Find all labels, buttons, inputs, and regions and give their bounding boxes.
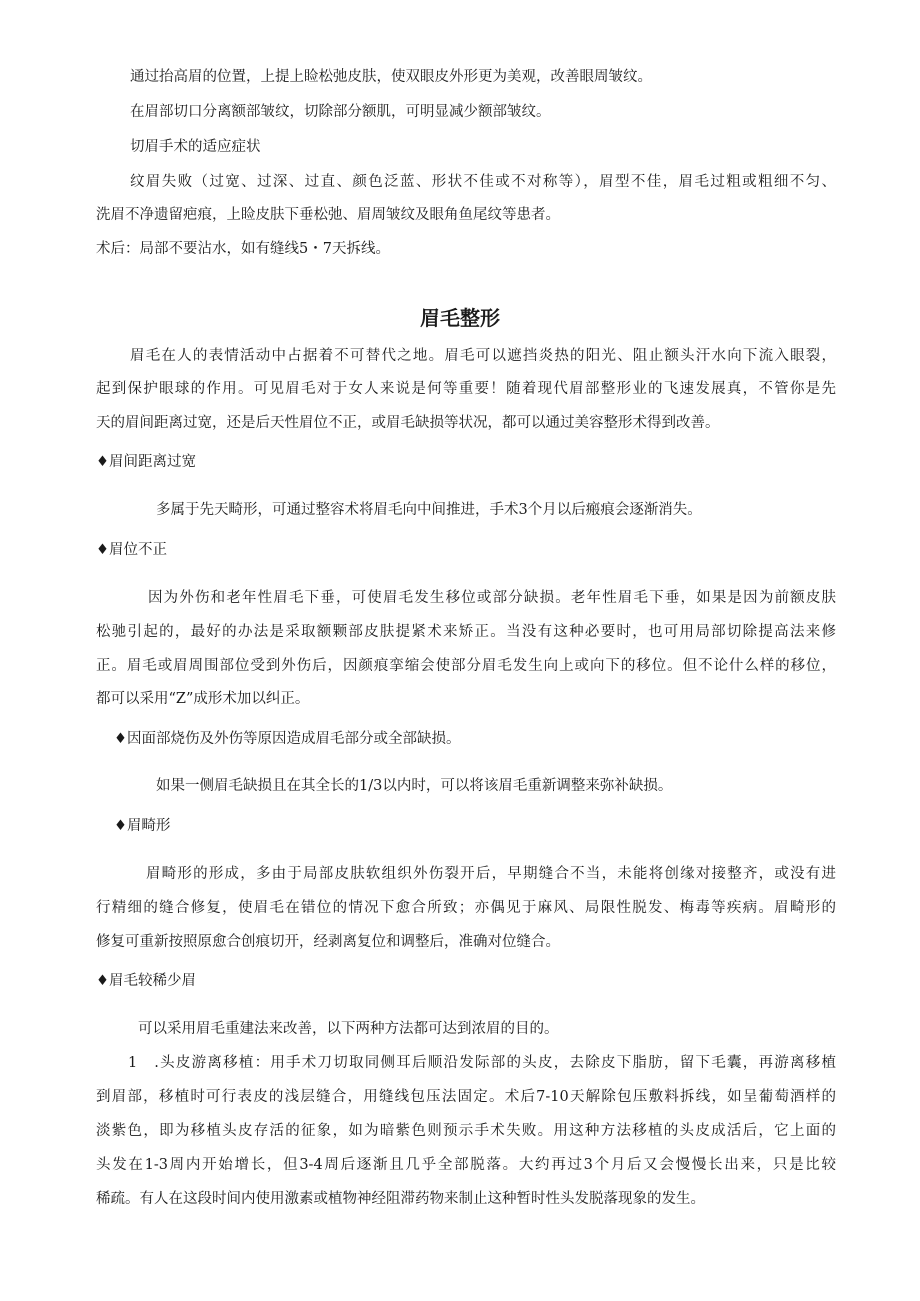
section-title: 眉毛整形: [420, 306, 500, 330]
item-text-sparse-brow-line: 淡紫色，即为移植头皮存活的征象，如为暗紫色则预示手术失败。用这种方法移植的头皮成活后，它上面的: [96, 1123, 836, 1139]
item-text-brow-loss: 如果一侧眉毛缺损且在其全长的1/3以内时，可以将该眉毛重新调整来弥补缺损。: [156, 778, 673, 794]
section-intro-line-3: 天的眉间距离过宽，还是后天性眉位不正，或眉毛缺损等状况，都可以通过美容整形术得到改善。: [96, 415, 720, 431]
section-intro-line-2: 起到保护眼球的作用。可见眉毛对于女人来说是何等重要！随着现代眉部整形业的飞速发展真，不管你是先: [96, 381, 836, 397]
item-heading-brow-deformity: ♦眉畸形: [114, 818, 171, 834]
item-text-sparse-brow-line: 头发在1-3周内开始增长，但3-4周后逐渐且几乎全部脱落。大约再过3个月后又会慢慢长出来，只是比较: [96, 1157, 836, 1173]
item-text-brow-deformity-line: 行精细的缝合修复，使眉毛在错位的情况下愈合所致；亦偶见于麻风、局限性脱发、梅毒等疾病。眉畸形的: [96, 900, 836, 916]
indications-line-1: 纹眉失败（过宽、过深、过直、颜色泛蓝、形状不佳或不对称等），眉型不佳，眉毛过粗或粗细不匀、: [130, 174, 836, 190]
item-text-sparse-brow-line: 可以采用眉毛重建法来改善，以下两种方法都可达到浓眉的目的。: [138, 1021, 559, 1037]
item-heading-brow-position: ♦眉位不正: [96, 542, 167, 558]
intro-line-1: 通过抬高眉的位置，上提上睑松弛皮肤，使双眼皮外形更为美观，改善眼周皱纹。: [130, 69, 652, 85]
item-text-brow-spacing: 多属于先天畸形，可通过整容术将眉毛向中间推进，手术3个月以后瘢痕会逐渐消失。: [156, 502, 702, 518]
item-heading-brow-spacing: ♦眉间距离过宽: [96, 454, 196, 470]
item-text-sparse-brow-line: 到眉部，移植时可行表皮的浅层缝合，用缝线包压法固定。术后7-10天解除包压敷料拆线，如呈葡萄酒样的: [96, 1089, 836, 1105]
item-text-brow-deformity-line: 眉畸形的形成，多由于局部皮肤软组织外伤裂开后，早期缝合不当，未能将创缘对接整齐，或没有进: [146, 866, 836, 882]
section-intro-line-1: 眉毛在人的表情活动中占据着不可替代之地。眉毛可以遮挡炎热的阳光、阻止额头汗水向下流入眼裂，: [130, 348, 836, 364]
item-text-brow-position-line: 松驰引起的，最好的办法是采取额颗部皮肤提紧术来矫正。当没有这种必要时，也可用局部切除提高法来修: [96, 624, 836, 640]
indications-heading: 切眉手术的适应症状: [130, 139, 261, 155]
item-heading-brow-loss: ♦因面部烧伤及外伤等原因造成眉毛部分或全部缺损。: [114, 731, 461, 747]
indications-line-2: 洗眉不净遗留疤痕，上睑皮肤下垂松弛、眉周皱纹及眼角鱼尾纹等患者。: [96, 207, 560, 223]
item-text-brow-position-line: 因为外伤和老年性眉毛下垂，可使眉毛发生移位或部分缺损。老年性眉毛下垂，如果是因为前额皮肤: [148, 590, 836, 606]
item-text-brow-position-line: 正。眉毛或眉周围部位受到外伤后，因颜痕挛缩会使部分眉毛发生向上或向下的移位。但不论什么样的移位，: [96, 658, 836, 674]
item-text-sparse-brow-line: 稀疏。有人在这段时间内使用激素或植物神经阻滞药物来制止这种暂时性头发脱落现象的发生。: [96, 1191, 705, 1207]
postop-note: 术后：局部不要沾水，如有缝线5・7天拆线。: [96, 241, 390, 257]
item-text-brow-deformity-line: 修复可重新按照原愈合创痕切开，经剥离复位和调整后，准确对位缝合。: [96, 934, 560, 950]
item-text-brow-position-line: 都可以采用“Z”成形术加以纠正。: [96, 691, 310, 707]
item-heading-sparse-brow: ♦眉毛较稀少眉: [96, 973, 196, 989]
intro-line-2: 在眉部切口分离额部皱纹，切除部分额肌，可明显减少额部皱纹。: [130, 104, 551, 120]
item-text-sparse-brow-line: 1 .头皮游离移植：用手术刀切取同侧耳后顺沿发际部的头皮，去除皮下脂肪，留下毛囊，再游离移植: [128, 1055, 836, 1071]
